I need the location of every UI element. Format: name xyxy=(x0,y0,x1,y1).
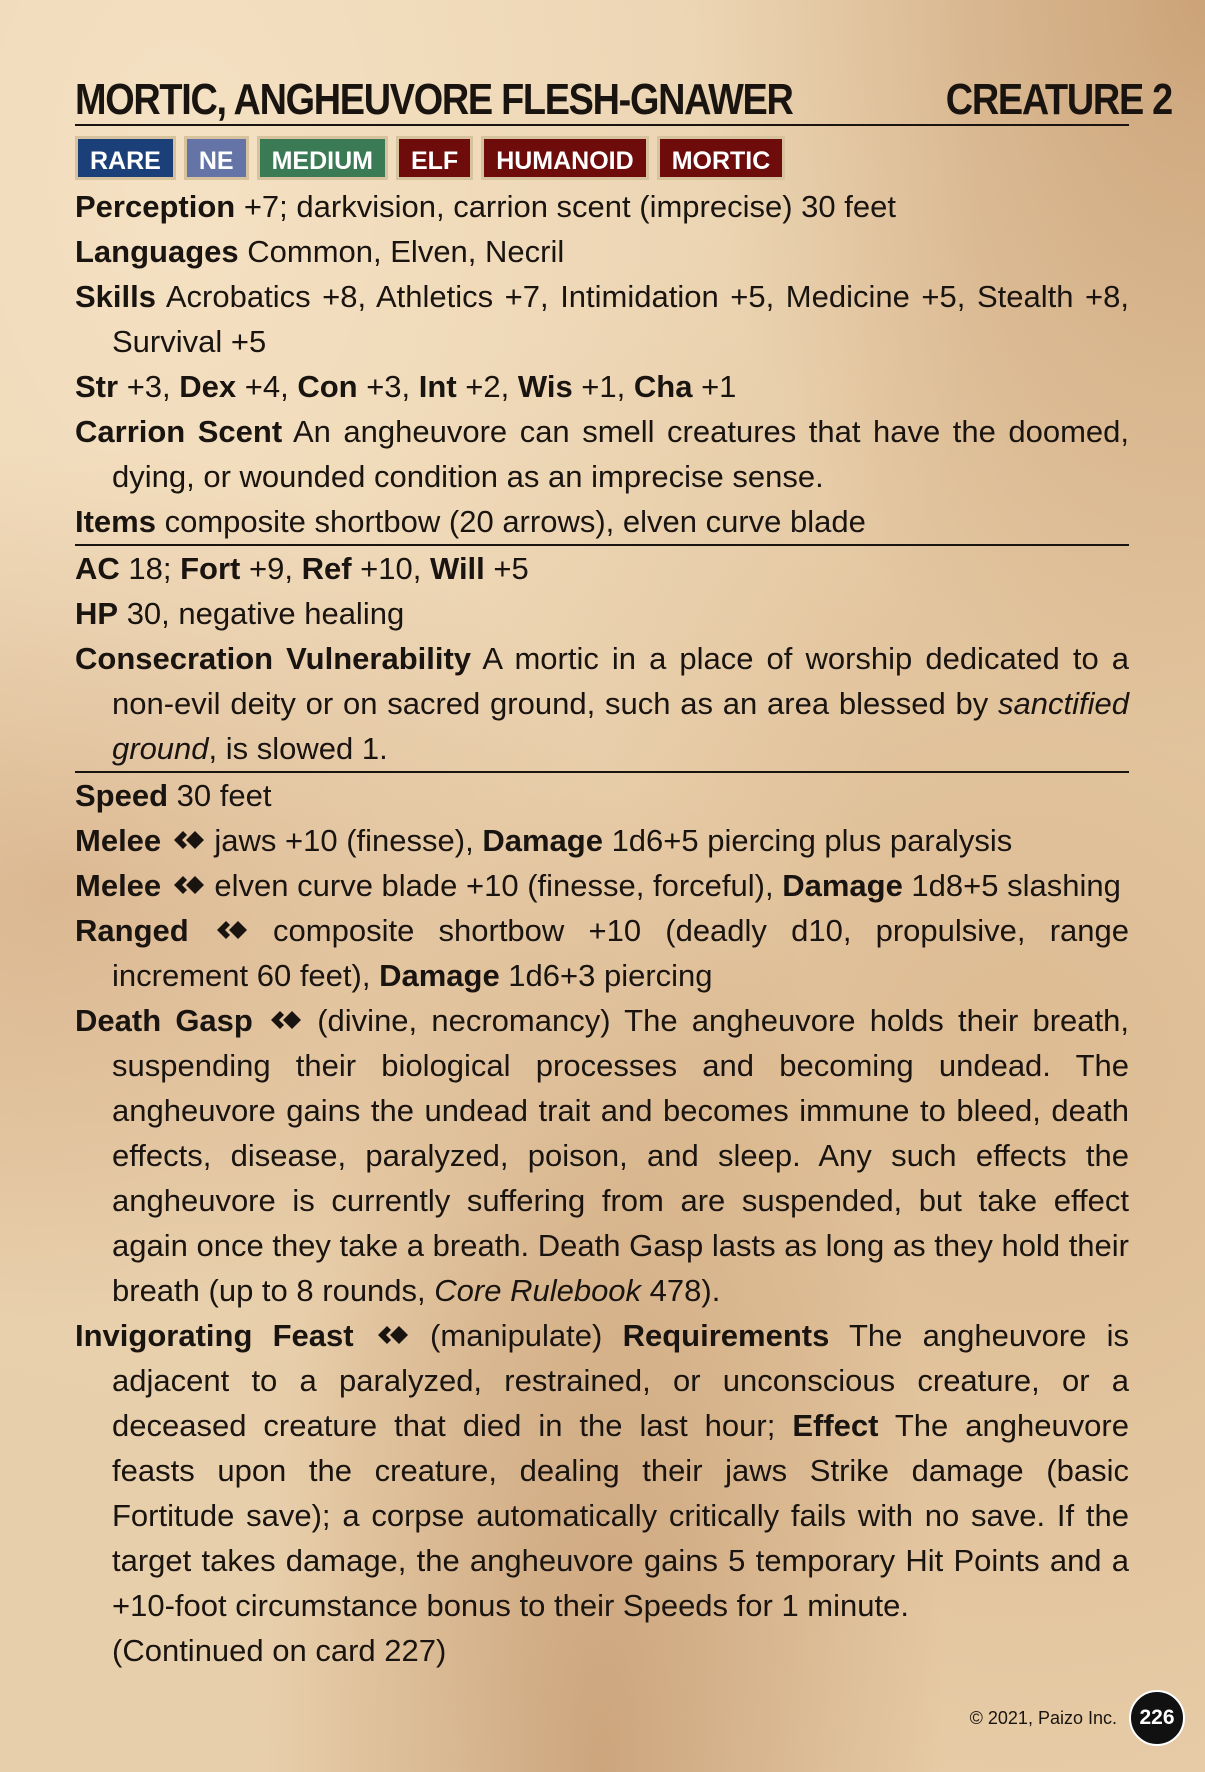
trait-badge-medium: MEDIUM xyxy=(257,136,388,180)
single-action-icon xyxy=(170,870,206,900)
skills-line: Skills Acrobatics +8, Athletics +7, Intimidation +5, Medicine +5, Stealth +8, Survival +5 xyxy=(75,279,1129,359)
melee-strike-blade: Melee elven curve blade +10 (finesse, forceful), Damage 1d8+5 slashing xyxy=(75,868,1121,903)
trait-badge-elf: ELF xyxy=(396,136,473,180)
invigorating-feast-ability: Invigorating Feast (manipulate) Requirements The angheuvore is adjacent to a paralyzed, restrained, or unconscious creature, or a deceased creature that died in the last hour; Effect The angheuvore feasts upon the creature, dealing their jaws Strike damage (basic Fortitude save); a corpse automatically critically fails with no save. If the target takes damage, the angheuvore gains 5 temporary Hit Points and a +10-foot circumstance bonus to their Speeds for 1 minute. xyxy=(75,1318,1129,1623)
card-number-badge: 226 xyxy=(1129,1690,1185,1746)
trait-badge-ne: NE xyxy=(184,136,249,180)
trait-badge-mortic: MORTIC xyxy=(657,136,786,180)
trait-list xyxy=(75,136,1129,180)
languages-line: Languages Common, Elven, Necril xyxy=(75,234,565,269)
single-action-icon xyxy=(267,1005,303,1035)
perception-line: Perception +7; darkvision, carrion scent (imprecise) 30 feet xyxy=(75,189,896,224)
items-line: Items composite shortbow (20 arrows), elven curve blade xyxy=(75,499,1129,546)
stat-block-header xyxy=(75,70,1173,126)
copyright: © 2021, Paizo Inc. xyxy=(969,1707,1117,1728)
creature-level: CREATURE 2 xyxy=(946,75,1173,124)
continued-note: (Continued on card 227) xyxy=(112,1633,447,1668)
single-action-icon xyxy=(213,915,249,945)
single-action-icon xyxy=(374,1320,410,1350)
trait-badge-humanoid: HUMANOID xyxy=(481,136,649,180)
single-action-icon xyxy=(170,825,206,855)
death-gasp-ability: Death Gasp (divine, necromancy) The angheuvore holds their breath, suspending their biological processes and becoming undead. The angheuvore gains the undead trait and becomes immune to bleed, death effects, disease, paralyzed, poison, and sleep. Any such effects the angheuvore is currently suffering from are suspended, but take effect again once they take a breath. Death Gasp lasts as long as they hold their breath (up to 8 rounds, Core Rulebook 478). xyxy=(75,1003,1129,1308)
card-footer xyxy=(970,1690,1185,1746)
speed-line: Speed 30 feet xyxy=(75,778,272,813)
ability-scores: Str +3, Dex +4, Con +3, Int +2, Wis +1, Cha +1 xyxy=(75,369,737,404)
stat-block-body xyxy=(75,184,1129,1673)
ranged-strike-shortbow: Ranged composite shortbow +10 (deadly d10, propulsive, range increment 60 feet), Damage 1d6+3 piercing xyxy=(75,913,1129,993)
trait-badge-rare: RARE xyxy=(75,136,176,180)
consecration-vulnerability: Consecration Vulnerability A mortic in a place of worship dedicated to a non-evil deity or on sacred ground, such as an area blessed by sanctified ground, is slowed 1. xyxy=(75,636,1129,773)
creature-name: MORTIC, ANGHEUVORE FLESH-GNAWER xyxy=(75,75,793,124)
defense-line: AC 18; Fort +9, Ref +10, Will +5 xyxy=(75,551,529,586)
melee-strike-jaws: Melee jaws +10 (finesse), Damage 1d6+5 piercing plus paralysis xyxy=(75,823,1013,858)
hp-line: HP 30, negative healing xyxy=(75,596,405,631)
carrion-scent-ability: Carrion Scent An angheuvore can smell creatures that have the doomed, dying, or wounded condition as an imprecise sense. xyxy=(75,414,1129,494)
